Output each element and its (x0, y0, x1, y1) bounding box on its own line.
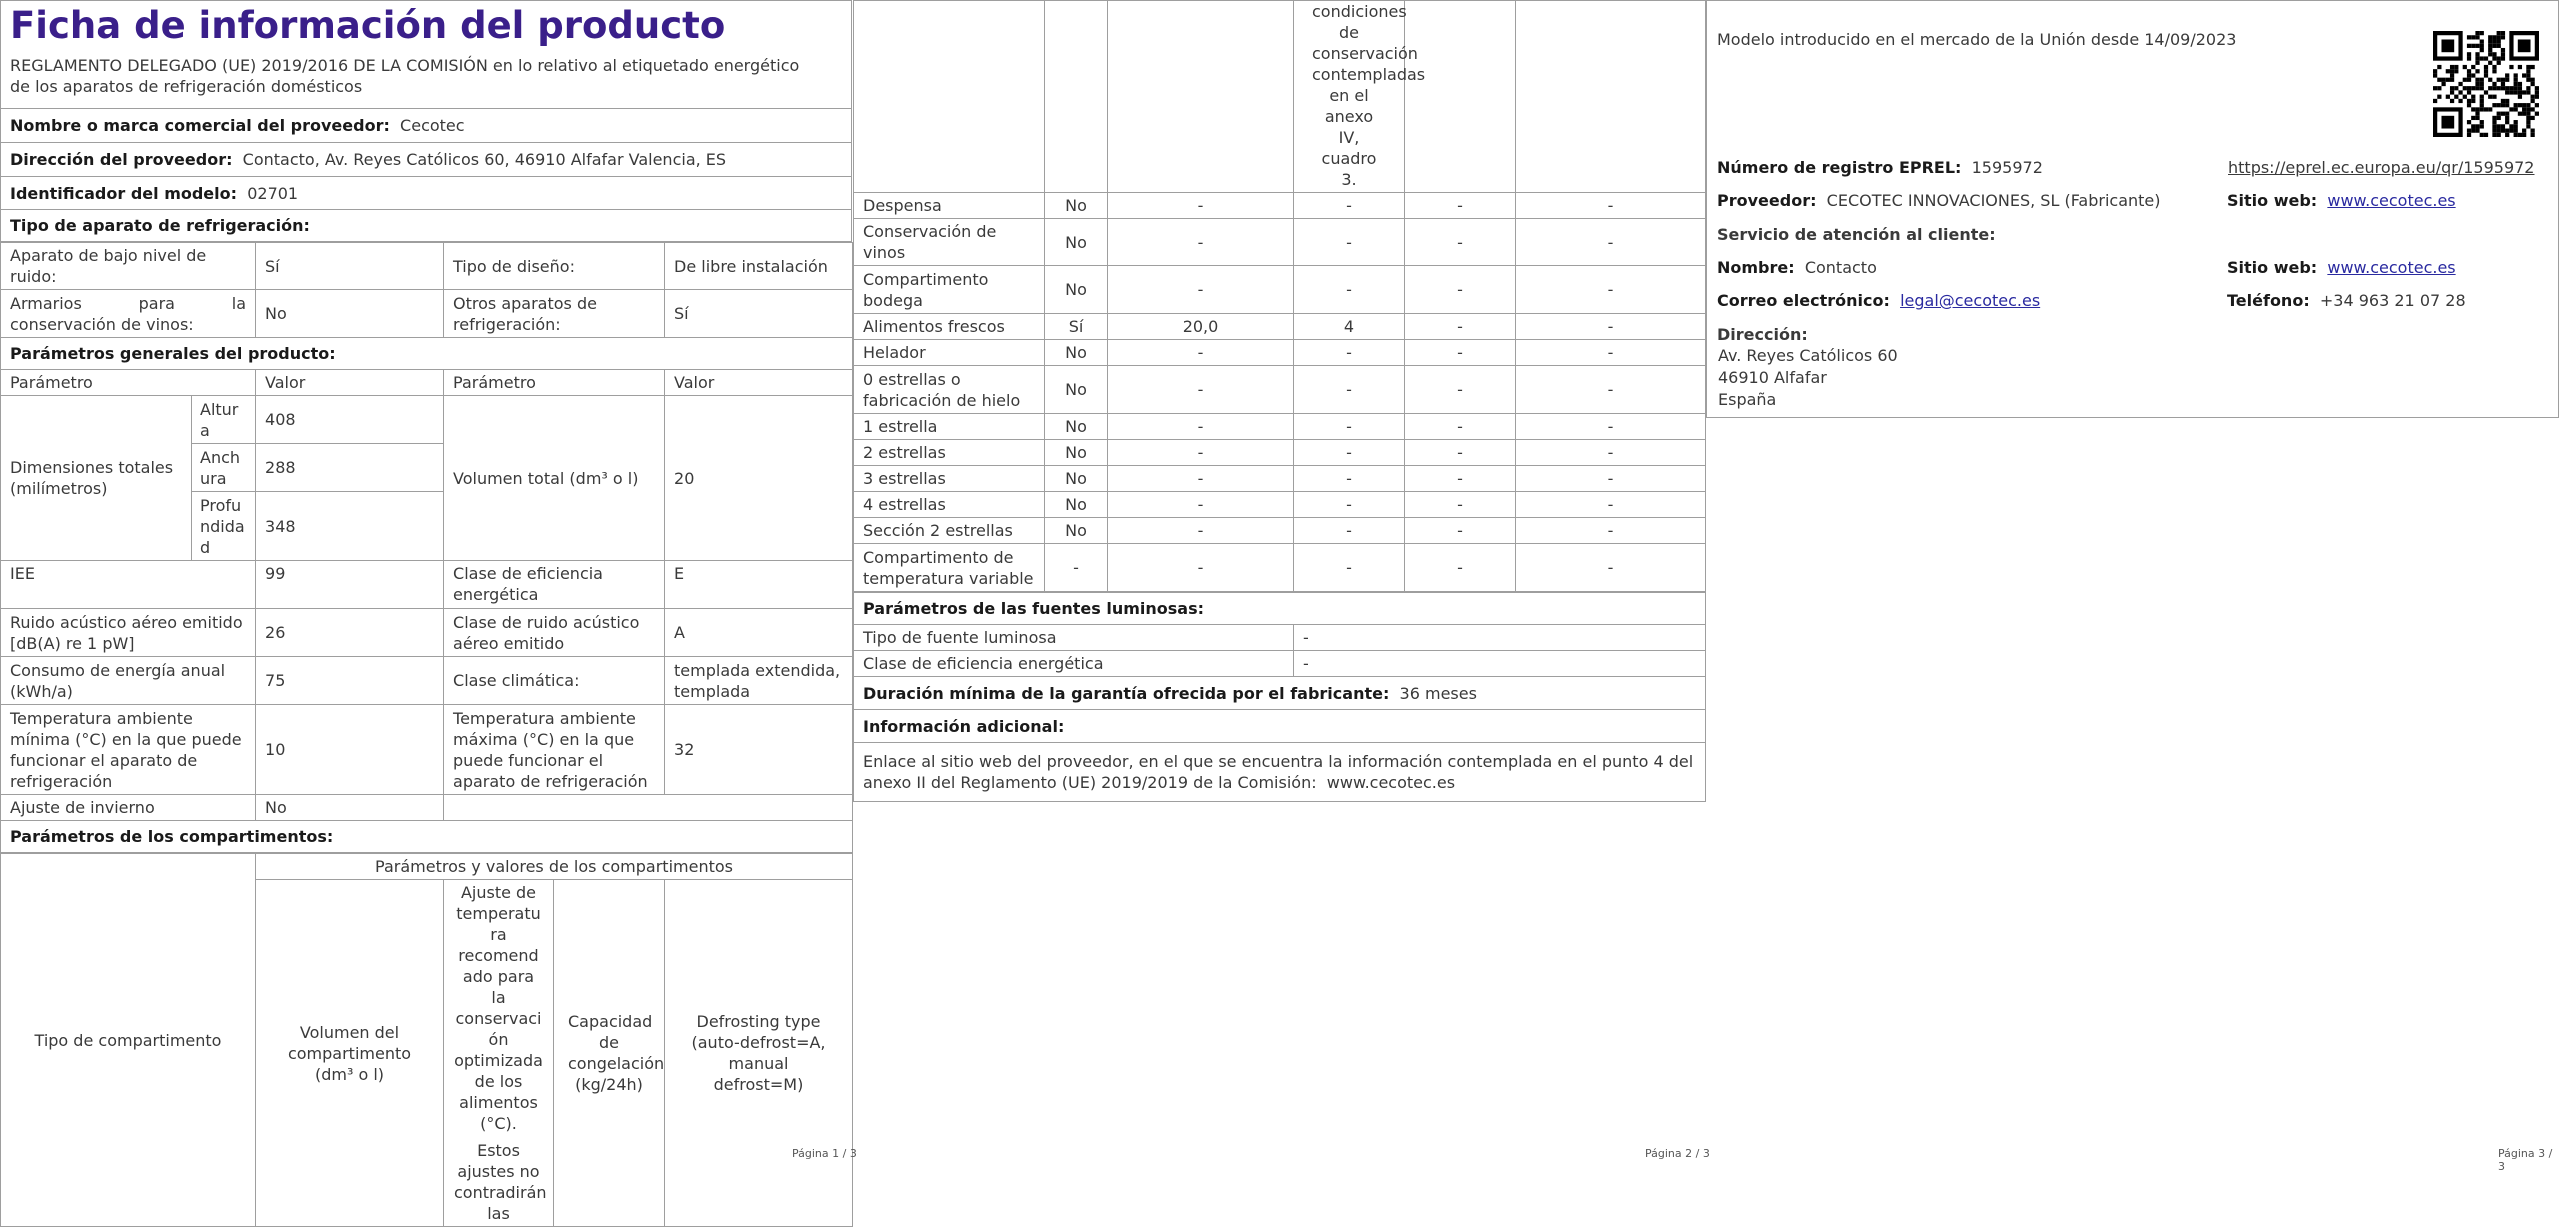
compartment-defrost-cell: - (1516, 366, 1706, 414)
compartment-defrost-cell: - (1516, 466, 1706, 492)
phone-value: +34 963 21 07 28 (2319, 291, 2466, 310)
depth-value: 348 (256, 492, 444, 561)
climate-value: templada extendida, templada (665, 657, 853, 705)
email-link[interactable]: legal@cecotec.es (1900, 291, 2041, 310)
noise-label: Ruido acústico aéreo emitido [dB(A) re 1 pW] (1, 609, 256, 657)
compartment-freeze-cell: - (1405, 340, 1516, 366)
address-label: Dirección del proveedor: (10, 150, 233, 169)
supplier3-label: Proveedor: (1717, 191, 1817, 210)
table-row (854, 314, 1706, 340)
compartment-volume-cell: - (1108, 266, 1294, 314)
warranty-value: 36 meses (1399, 683, 1477, 703)
name-value: Contacto (1804, 258, 1877, 277)
compartment-name-cell: Compartimento bodega (854, 266, 1045, 314)
compartment-name-cell: Despensa (854, 193, 1045, 219)
model-label: Identificador del modelo: (10, 183, 238, 203)
col-param-1: Parámetro (1, 370, 256, 396)
compartment-defrost-cell: - (1516, 440, 1706, 466)
comp-freeze-header: Capacidad de congelación (kg/24h) (554, 880, 665, 1227)
table-row (854, 219, 1706, 266)
compartment-temp-cell: - (1294, 340, 1405, 366)
compartment-name-cell: 2 estrellas (854, 440, 1045, 466)
address3-label: Dirección: (1717, 325, 1808, 344)
height-value: 408 (256, 396, 444, 444)
compartment-defrost-cell: - (1516, 266, 1706, 314)
address-value: Contacto, Av. Reyes Católicos 60, 46910 Alfafar Valencia, ES (242, 150, 727, 169)
noise-class-value: A (665, 609, 853, 657)
compartment-defrost-cell: - (1516, 314, 1706, 340)
compartment-present-cell: No (1045, 340, 1108, 366)
compartment-present-cell: No (1045, 193, 1108, 219)
compartment-defrost-cell: - (1516, 340, 1706, 366)
iee-value: 99 (256, 561, 444, 609)
compartment-temp-cell: - (1294, 544, 1405, 592)
compartment-name-cell: 0 estrellas o fabricación de hielo (854, 366, 1045, 414)
table-row (854, 414, 1706, 440)
general-params-table (0, 242, 853, 853)
compartment-volume-cell: - (1108, 340, 1294, 366)
compartment-present-cell: No (1045, 518, 1108, 544)
max-temp-label: Temperatura ambiente máxima (°C) en la que puede funcionar el aparato de refrigeración (444, 705, 665, 795)
compartment-volume-cell: 20,0 (1108, 314, 1294, 340)
winter-value: No (256, 795, 444, 821)
table-row (854, 440, 1706, 466)
noise-value: 26 (256, 609, 444, 657)
eprel-label: Número de registro EPREL: (1717, 158, 1962, 177)
additional-heading: Información adicional: (854, 710, 1706, 743)
table-row (854, 466, 1706, 492)
name-label: Nombre: (1717, 258, 1795, 277)
supplier-value: Cecotec (400, 116, 465, 135)
website2-label: Sitio web: (2227, 258, 2318, 277)
compartment-volume-cell: - (1108, 518, 1294, 544)
table-row (854, 193, 1706, 219)
light-class-label: Clase de eficiencia energética (854, 651, 1294, 677)
compartment-volume-cell: - (1108, 544, 1294, 592)
table-row (854, 266, 1706, 314)
compartment-volume-cell: - (1108, 219, 1294, 266)
low-noise-label: Aparato de bajo nivel de ruido: (1, 243, 256, 290)
compartment-name-cell: 1 estrella (854, 414, 1045, 440)
compartment-name-cell: Alimentos frescos (854, 314, 1045, 340)
page-2 (853, 0, 1705, 792)
compartment-present-cell: No (1045, 366, 1108, 414)
table-row (854, 544, 1706, 592)
eprel-value: 1595972 (1971, 158, 2043, 177)
website-label: Sitio web: (2227, 191, 2318, 210)
compartment-temp-cell: - (1294, 266, 1405, 314)
compartment-temp-cell: - (1294, 219, 1405, 266)
compartment-freeze-cell: - (1405, 193, 1516, 219)
page-3-number: Página 3 / 3 (2498, 1147, 2553, 1173)
compartments-table (853, 0, 1706, 592)
compartment-temp-cell: - (1294, 440, 1405, 466)
page-title: Ficha de información del producto (10, 4, 726, 47)
qr-code-icon (2433, 31, 2539, 137)
volume-label: Volumen total (dm³ o l) (444, 396, 665, 561)
compartments-header-table (0, 853, 853, 1227)
energy-value: 75 (256, 657, 444, 705)
comp-temp-header-note: Estos ajustes no contradirán las (454, 1141, 547, 1223)
address-line-1: Av. Reyes Católicos 60 (1718, 346, 1898, 365)
compartment-freeze-cell: - (1405, 314, 1516, 340)
width-value: 288 (256, 444, 444, 492)
compartment-name-cell: 4 estrellas (854, 492, 1045, 518)
compartment-present-cell: No (1045, 492, 1108, 518)
regulation-text: REGLAMENTO DELEGADO (UE) 2019/2016 DE LA COMISIÓN en lo relativo al etiquetado energético de los aparatos de refrigeración domésticos (10, 56, 800, 96)
table-row (854, 518, 1706, 544)
eprel-link[interactable]: https://eprel.ec.europa.eu/qr/1595972 (2228, 158, 2535, 177)
light-heading: Parámetros de las fuentes luminosas: (854, 593, 1706, 625)
supplier-label: Nombre o marca comercial del proveedor: (10, 116, 390, 135)
page-1-number: Página 1 / 3 (792, 1147, 857, 1160)
compartment-freeze-cell: - (1405, 219, 1516, 266)
compartment-volume-cell: - (1108, 466, 1294, 492)
compartment-freeze-cell: - (1405, 466, 1516, 492)
compartment-temp-cell: - (1294, 366, 1405, 414)
service-heading: Servicio de atención al cliente: (1717, 225, 1996, 244)
comp-volume-header: Volumen del compartimento (dm³ o l) (256, 880, 444, 1227)
compartment-defrost-cell: - (1516, 219, 1706, 266)
warranty-label: Duración mínima de la garantía ofrecida por el fabricante: (863, 683, 1390, 703)
col-value-1: Valor (256, 370, 444, 396)
compartment-temp-cell: - (1294, 466, 1405, 492)
design-value: De libre instalación (665, 243, 853, 290)
comp-type-header: Tipo de compartimento (1, 854, 256, 1227)
compartment-defrost-cell: - (1516, 492, 1706, 518)
design-label: Tipo de diseño: (444, 243, 665, 290)
compartment-present-cell: Sí (1045, 314, 1108, 340)
compartment-name-cell: Conservación de vinos (854, 219, 1045, 266)
compartment-volume-cell: - (1108, 414, 1294, 440)
compartment-name-cell: Compartimento de temperatura variable (854, 544, 1045, 592)
compartment-volume-cell: - (1108, 440, 1294, 466)
page-2-number: Página 2 / 3 (1645, 1147, 1710, 1160)
compartment-defrost-cell: - (1516, 193, 1706, 219)
compartment-freeze-cell: - (1405, 492, 1516, 518)
col-param-2: Parámetro (444, 370, 665, 396)
additional-text: Enlace al sitio web del proveedor, en el que se encuentra la información contemplada en el punto 4 del anexo II del Reglamento (UE) 2019/2019 de la Comisión: (863, 752, 1694, 792)
compartment-volume-cell: - (1108, 492, 1294, 518)
website2-link[interactable]: www.cecotec.es (2327, 258, 2456, 277)
max-temp-value: 32 (665, 705, 853, 795)
compartment-volume-cell: - (1108, 366, 1294, 414)
compartment-present-cell: No (1045, 440, 1108, 466)
compartment-freeze-cell: - (1405, 414, 1516, 440)
light-type-value: - (1294, 625, 1706, 651)
compartment-defrost-cell: - (1516, 518, 1706, 544)
appliance-type-heading: Tipo de aparato de refrigeración: (1, 210, 852, 242)
compartment-freeze-cell: - (1405, 518, 1516, 544)
light-class-value: - (1294, 651, 1706, 677)
other-label: Otros aparatos de refrigeración: (444, 290, 665, 338)
supplier3-value: CECOTEC INNOVACIONES, SL (Fabricante) (1826, 191, 2161, 210)
header-table (0, 0, 852, 242)
eff-class-value: E (665, 561, 853, 609)
depth-label: Profundidad (192, 492, 256, 561)
compartment-present-cell: - (1045, 544, 1108, 592)
compartment-name-cell: Sección 2 estrellas (854, 518, 1045, 544)
energy-label: Consumo de energía anual (kWh/a) (1, 657, 256, 705)
compartment-defrost-cell: - (1516, 544, 1706, 592)
compartment-name-cell: Helador (854, 340, 1045, 366)
dims-label: Dimensiones totales (milímetros) (1, 396, 192, 561)
comp-defrost-header: Defrosting type (auto-defrost=A, manual defrost=M) (665, 880, 853, 1227)
compartment-present-cell: No (1045, 466, 1108, 492)
table-row (854, 340, 1706, 366)
website-link[interactable]: www.cecotec.es (2327, 191, 2456, 210)
compartment-name-cell: 3 estrellas (854, 466, 1045, 492)
compartments-heading: Parámetros de los compartimentos: (1, 821, 853, 853)
light-table (853, 592, 1706, 802)
compartment-present-cell: No (1045, 266, 1108, 314)
compartment-freeze-cell: - (1405, 366, 1516, 414)
comp-params-header: Parámetros y valores de los compartimentos (256, 854, 853, 880)
table-row (854, 492, 1706, 518)
compartment-present-cell: No (1045, 414, 1108, 440)
model-value: 02701 (247, 183, 299, 203)
min-temp-value: 10 (256, 705, 444, 795)
compartment-volume-cell: - (1108, 193, 1294, 219)
compartment-temp-cell: - (1294, 492, 1405, 518)
compartment-temp-cell: - (1294, 193, 1405, 219)
low-noise-value: Sí (256, 243, 444, 290)
page-3 (1706, 0, 2559, 418)
other-value: Sí (665, 290, 853, 338)
climate-label: Clase climática: (444, 657, 665, 705)
iee-label: IEE (1, 561, 256, 609)
table-row (854, 366, 1706, 414)
comp-temp-header: Ajuste de temperatura recomendado para la conservación optimizada de los alimentos (°C). (454, 883, 543, 1133)
compartment-temp-cell: - (1294, 518, 1405, 544)
col-value-2: Valor (665, 370, 853, 396)
wine-value: No (256, 290, 444, 338)
comp-header-continuation: condiciones de conservación contempladas en el anexo IV, cuadro 3. (1294, 1, 1405, 193)
phone-label: Teléfono: (2227, 291, 2310, 310)
compartment-freeze-cell: - (1405, 544, 1516, 592)
winter-label: Ajuste de invierno (1, 795, 256, 821)
width-label: Anchura (192, 444, 256, 492)
compartment-temp-cell: - (1294, 414, 1405, 440)
address-line-2: 46910 Alfafar (1718, 368, 1827, 387)
compartment-present-cell: No (1045, 219, 1108, 266)
email-label: Correo electrónico: (1717, 291, 1890, 310)
compartment-freeze-cell: - (1405, 440, 1516, 466)
market-text: Modelo introducido en el mercado de la Unión desde 14/09/2023 (1717, 30, 2237, 49)
noise-class-label: Clase de ruido acústico aéreo emitido (444, 609, 665, 657)
compartment-defrost-cell: - (1516, 414, 1706, 440)
additional-url: www.cecotec.es (1326, 773, 1456, 792)
address-line-3: España (1718, 390, 1777, 409)
eff-class-label: Clase de eficiencia energética (444, 561, 665, 609)
volume-value: 20 (665, 396, 853, 561)
min-temp-label: Temperatura ambiente mínima (°C) en la que puede funcionar el aparato de refrigeración (1, 705, 256, 795)
compartment-freeze-cell: - (1405, 266, 1516, 314)
compartment-temp-cell: 4 (1294, 314, 1405, 340)
wine-label: Armarios para la conservación de vinos: (1, 290, 256, 338)
height-label: Altura (192, 396, 256, 444)
general-heading: Parámetros generales del producto: (1, 338, 853, 370)
light-type-label: Tipo de fuente luminosa (854, 625, 1294, 651)
